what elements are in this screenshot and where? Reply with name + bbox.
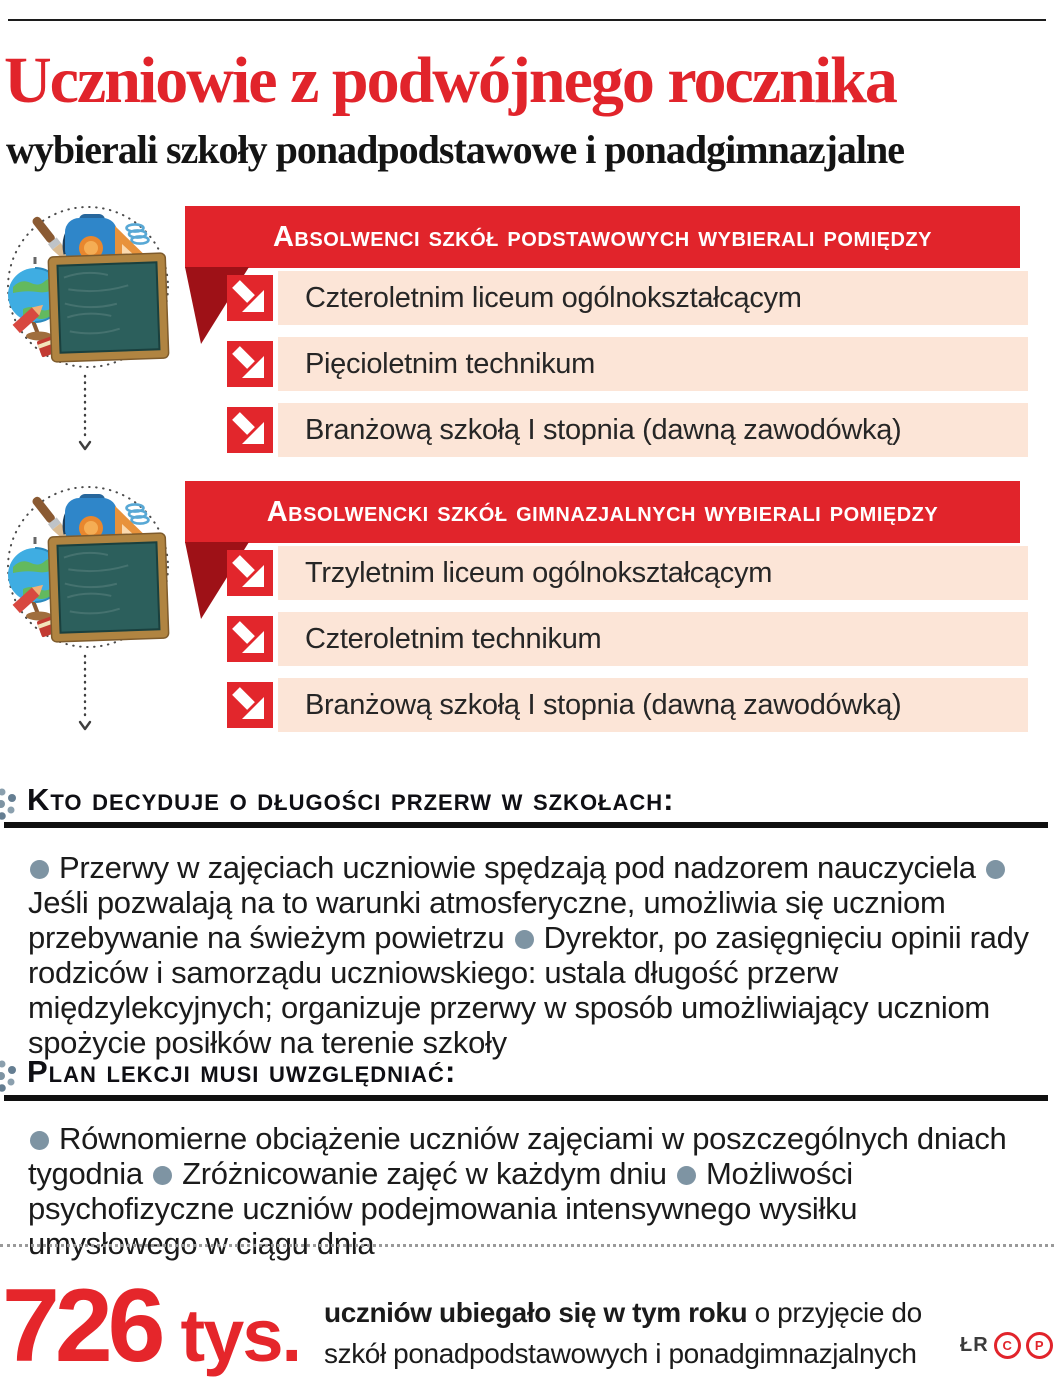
school-supplies-icon — [5, 484, 171, 650]
stat-unit: tys. — [180, 1294, 301, 1377]
stat-description — [324, 1292, 964, 1374]
section-paragraph: Równomierne obciążenie uczniów zajęciami w poszczególnych dniach tygodnia Zróżnicowanie zajęć w każdym dniu Możliwości psychofizyczne uczniów podejmowania intensywnego wysiłku umysłowego w ciągu dnia — [28, 1121, 1007, 1261]
item-label: Czteroletnim liceum ogólnokształcącym — [305, 281, 802, 314]
section-divider — [4, 822, 1048, 828]
dotted-arrow-down-icon — [77, 374, 93, 454]
section-heading: Kto decyduje o długości przerw w szkołach: — [27, 782, 675, 817]
bullet-icon — [986, 860, 1005, 879]
copyright-p-icon: P — [1026, 1332, 1053, 1359]
list-item — [227, 403, 1028, 457]
list-item — [227, 678, 1028, 732]
list-item — [227, 546, 1028, 600]
bullet-icon — [153, 1166, 172, 1185]
item-label: Pięcioletnim technikum — [305, 347, 595, 380]
section-banner — [185, 206, 1020, 268]
dotted-arrow-down-icon — [77, 654, 93, 734]
item-bar — [278, 271, 1028, 325]
stat-number — [2, 1268, 301, 1384]
item-label: Czteroletnim technikum — [305, 622, 602, 655]
list-item — [227, 271, 1028, 325]
item-label: Trzyletnim liceum ogólnokształcącym — [305, 556, 773, 589]
item-bar — [278, 612, 1028, 666]
page-title: Uczniowie z podwójnego rocznika — [4, 44, 896, 117]
item-bar — [278, 546, 1028, 600]
author-initials: ŁR — [960, 1334, 989, 1356]
list-item — [227, 337, 1028, 391]
credits — [960, 1332, 1053, 1359]
arrow-down-right-icon — [227, 549, 273, 597]
top-divider — [8, 19, 1046, 21]
arrow-down-right-icon — [227, 406, 273, 454]
item-bar — [278, 678, 1028, 732]
dots-cluster-icon — [0, 786, 17, 826]
list-item — [227, 612, 1028, 666]
stat-text-rest: o przyjęcie do — [747, 1297, 922, 1328]
bullet-icon — [30, 1131, 49, 1150]
section-banner — [185, 481, 1020, 543]
stat-value: 726 — [2, 1268, 161, 1384]
banner-label: Absolwenci szkół podstawowych wybierali pomiędzy — [272, 220, 933, 253]
dots-cluster-icon — [0, 1058, 17, 1098]
item-label: Branżową szkołą I stopnia (dawną zawodówką) — [305, 413, 902, 446]
section-heading: Plan lekcji musi uwzględniać: — [27, 1054, 457, 1089]
copyright-c-icon: C — [994, 1332, 1021, 1359]
item-bar — [278, 403, 1028, 457]
stat-text-bold: uczniów ubiegało się w tym roku — [324, 1297, 748, 1328]
item-bar — [278, 337, 1028, 391]
page-subtitle: wybierali szkoły ponadpodstawowe i ponadgimnazjalne — [6, 127, 905, 172]
dotted-divider — [0, 1244, 1054, 1247]
arrow-down-right-icon — [227, 340, 273, 388]
arrow-down-right-icon — [227, 681, 273, 729]
bullet-icon — [30, 860, 49, 879]
section-divider — [4, 1095, 1048, 1101]
stat-line-2: szkół ponadpodstawowych i ponadgimnazjalnych — [324, 1338, 917, 1369]
bullet-icon — [515, 930, 534, 949]
school-supplies-icon — [5, 204, 171, 370]
arrow-down-right-icon — [227, 615, 273, 663]
banner-label: Absolwencki szkół gimnazjalnych wybierali pomiędzy — [266, 495, 939, 528]
stat-line-1 — [324, 1292, 964, 1333]
item-label: Branżową szkołą I stopnia (dawną zawodówką) — [305, 688, 902, 721]
bullet-icon — [677, 1166, 696, 1185]
section-paragraph: Przerwy w zajęciach uczniowie spędzają pod nadzorem nauczyciela Jeśli pozwalają na to warunki atmosferyczne, umożliwia się uczniom przebywanie na świeżym powietrzu Dyrektor, po zasięgnięciu opinii rady rodziców i samorządu uczniowskiego: ustala długość przerw międzylekcyjnych; organizuje przerwy w sposób umożliwiający uczniom spożycie posiłków na terenie szkoły — [28, 850, 1029, 1060]
arrow-down-right-icon — [227, 274, 273, 322]
